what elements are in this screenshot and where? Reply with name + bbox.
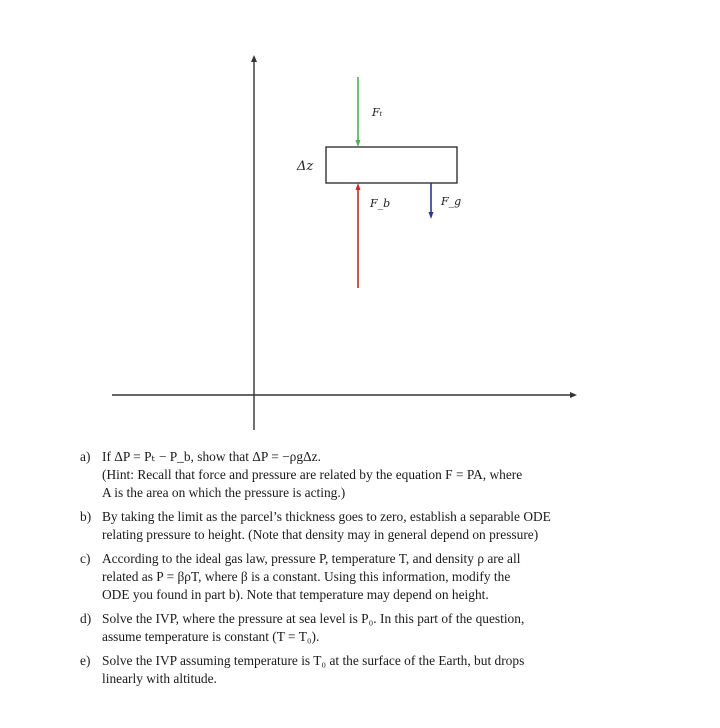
problem-line: (Hint: Recall that force and pressure are related by the equation F = PA, where (102, 467, 523, 482)
problem-line: A is the area on which the pressure is acting.) (102, 485, 346, 500)
horizontal-axis-arrowhead (570, 392, 577, 398)
problem-line: assume temperature is constant (T = T₀). (102, 629, 320, 644)
problem-letter: c) (80, 551, 91, 566)
problem-line: According to the ideal gas law, pressure P, temperature T, and density ρ are all (102, 551, 521, 566)
vertical-axis-arrowhead (251, 55, 257, 62)
ft-label: Fₜ (372, 106, 383, 119)
fb-arrowhead (356, 183, 361, 190)
problem-d (80, 610, 640, 646)
problem-line: Solve the IVP assuming temperature is T₀ at the surface of the Earth, but drops (102, 653, 525, 668)
problem-list (80, 448, 640, 694)
problem-line: Solve the IVP, where the pressure at sea level is P₀. In this part of the question, (102, 611, 525, 626)
fg-label: F_g (441, 195, 462, 208)
fg-arrowhead (429, 212, 434, 219)
problem-letter: a) (80, 449, 91, 464)
air-parcel-box (326, 147, 457, 183)
problem-line: linearly with altitude. (102, 671, 217, 686)
problem-line: ODE you found in part b). Note that temperature may depend on height. (102, 587, 489, 602)
problem-c (80, 550, 640, 604)
problem-a (80, 448, 640, 502)
problem-line: relating pressure to height. (Note that density may in general depend on pressure) (102, 527, 539, 542)
problem-letter: e) (80, 653, 91, 668)
problem-line: By taking the limit as the parcel’s thickness goes to zero, establish a separable ODE (102, 509, 551, 524)
problem-line: If ΔP = Pₜ − P_b, show that ΔP = −ρgΔz. (102, 449, 321, 464)
problem-letter: b) (80, 509, 92, 524)
problem-line: related as P = βρT, where β is a constant. Using this information, modify the (102, 569, 511, 584)
problem-letter: d) (80, 611, 92, 626)
fb-label: F_b (370, 197, 391, 210)
ft-arrowhead (356, 140, 361, 147)
problem-e (80, 652, 640, 688)
problem-b (80, 508, 640, 544)
delta-z-label: Δz (297, 159, 314, 174)
